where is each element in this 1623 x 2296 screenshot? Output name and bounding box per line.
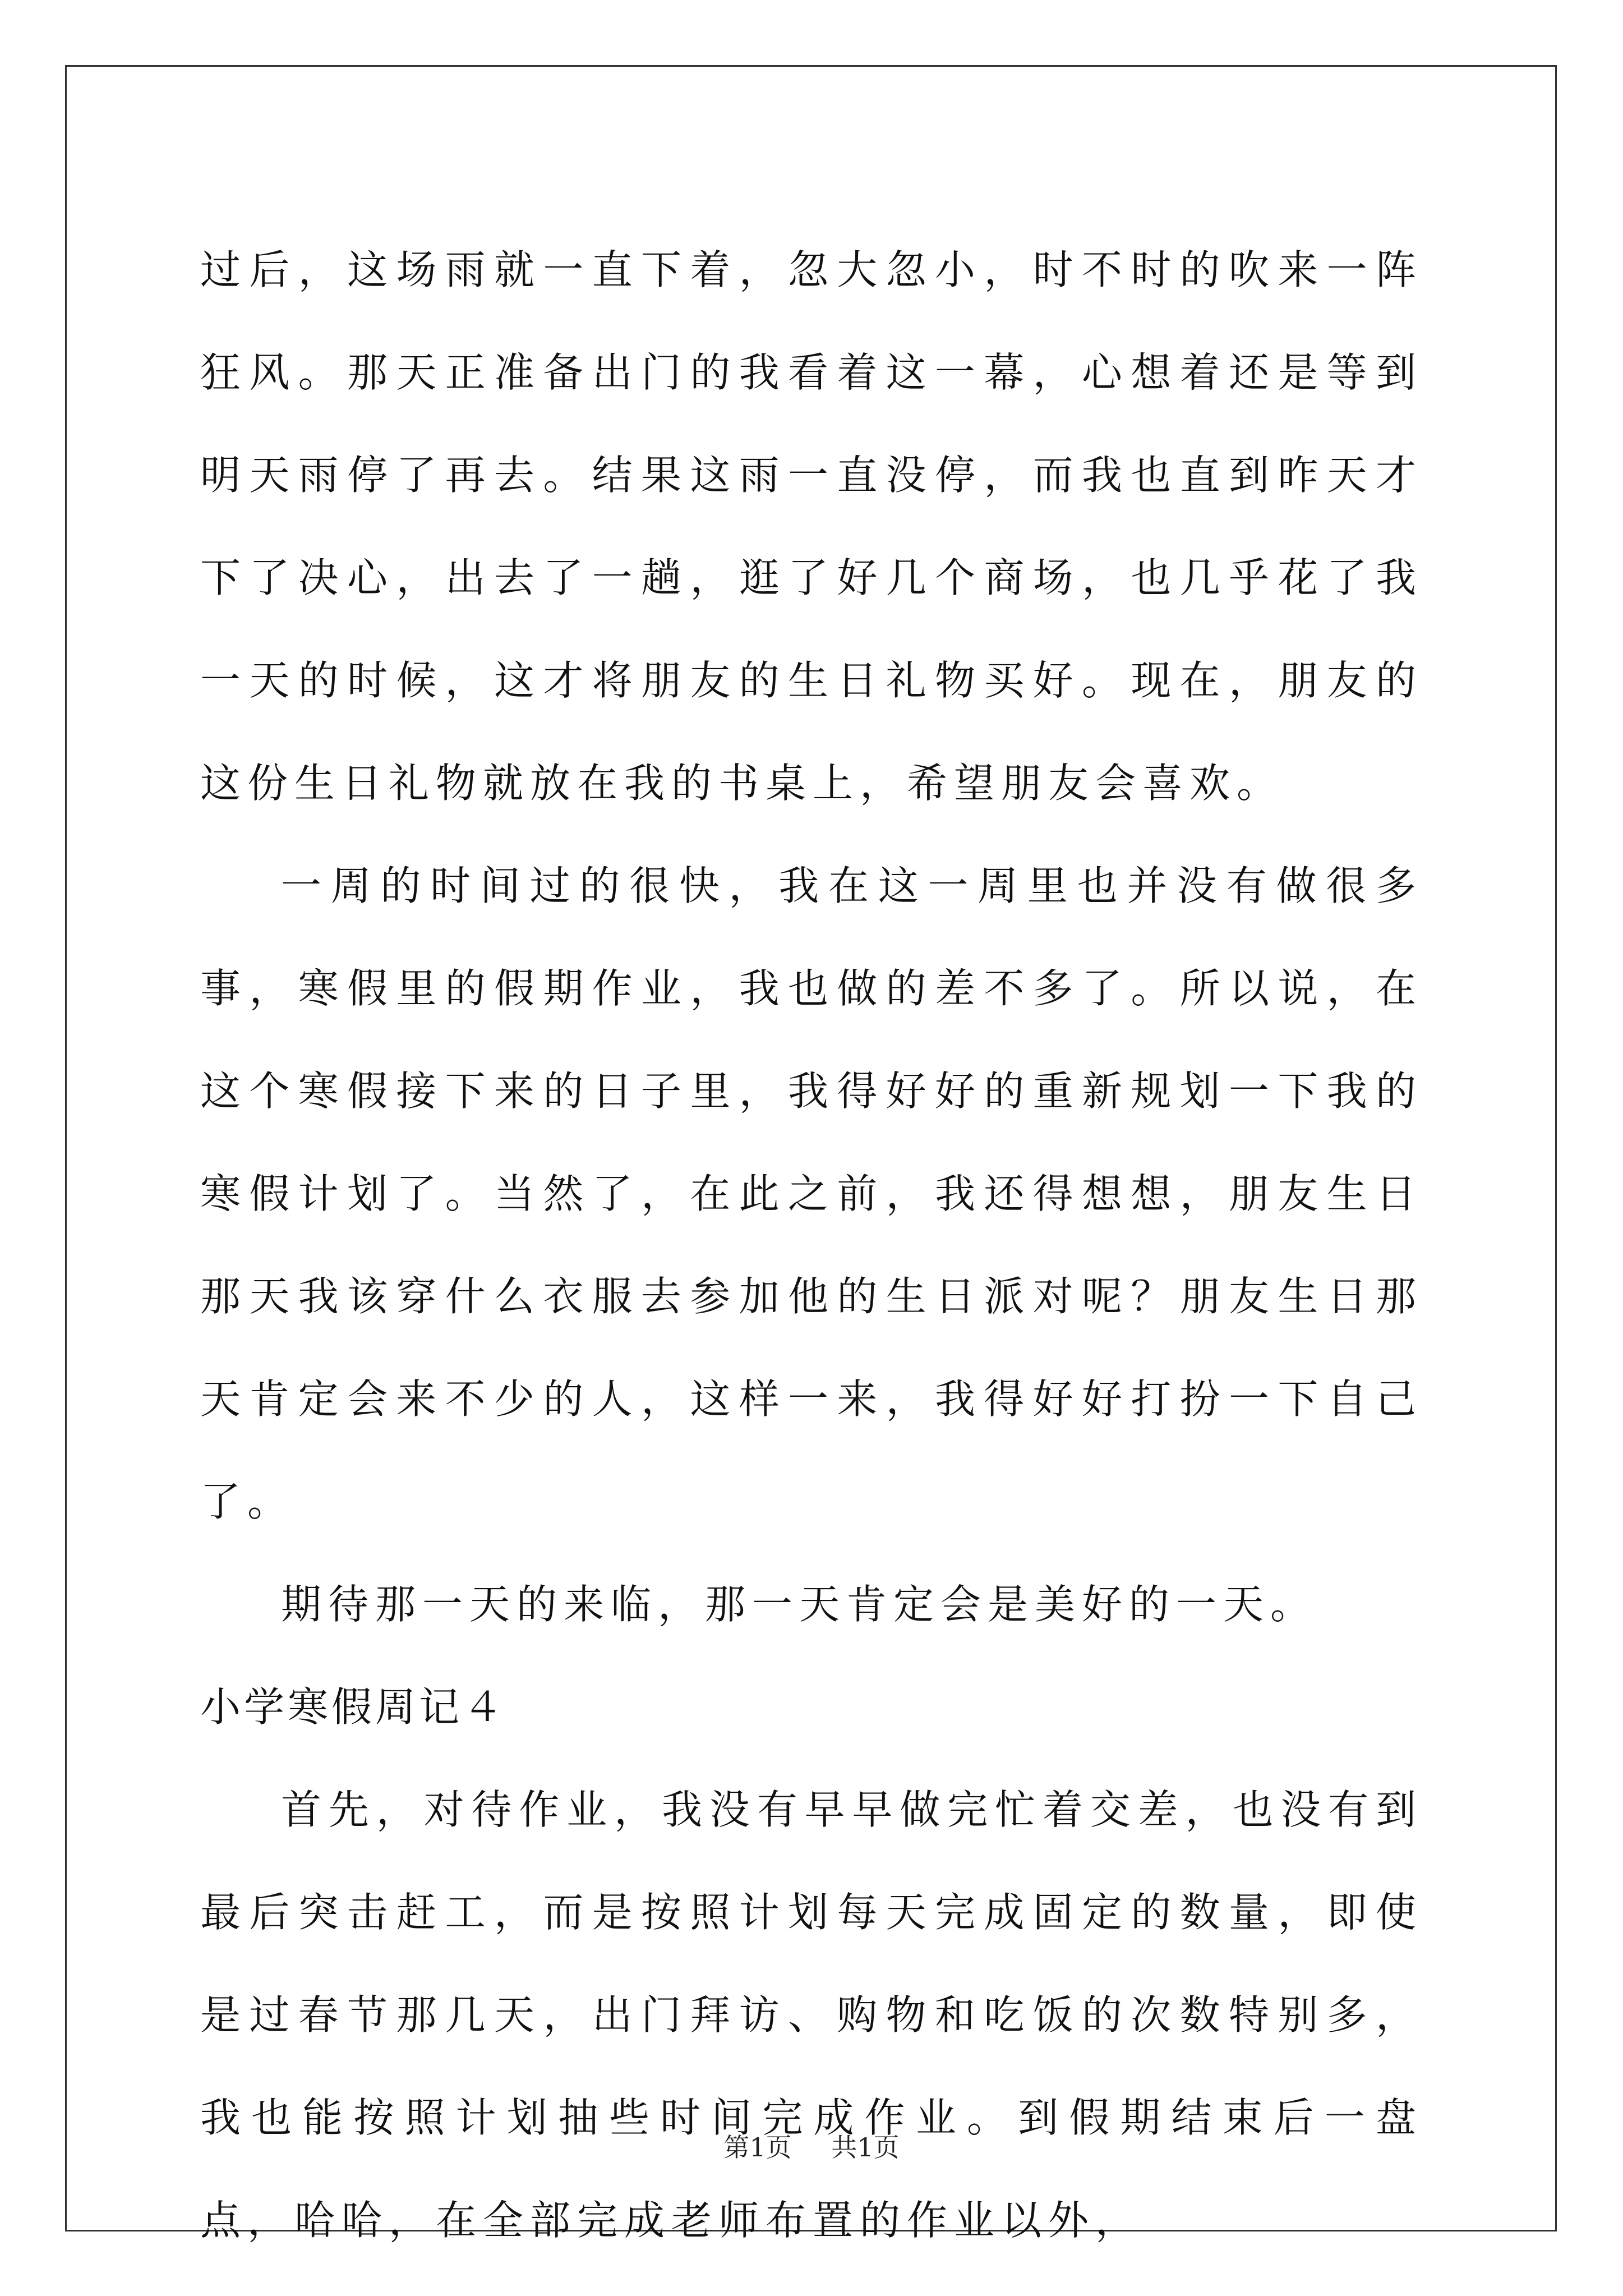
paragraph-4: 首先，对待作业，我没有早早做完忙着交差，也没有到最后突击赶工，而是按照计划每天完成固定的数量，即使是过春节那几天，出门拜访、购物和吃饭的次数特别多，我也能按照计划抽些时间完成作业。到假期结束后一盘点，哈哈，在全部完成老师布置的作业以外， [200,1786,1423,2244]
section-heading: 小学寒假周记４ [200,1683,507,1731]
document-body [200,219,1423,2272]
page-number-current: 第1页 [723,2132,792,2162]
page-footer [0,2131,1623,2164]
page-number-total: 共1页 [831,2132,900,2162]
paragraph-2: 一周的时间过的很快，我在这一周里也并没有做很多事，寒假里的假期作业，我也做的差不多了。所以说，在这个寒假接下来的日子里，我得好好的重新规划一下我的寒假计划了。当然了，在此之前，我还得想想，朋友生日那天我该穿什么衣服去参加他的生日派对呢？朋友生日那天肯定会来不少的人，这样一来，我得好好打扮一下自己了。 [200,862,1423,1525]
paragraph-3: 期待那一天的来临，那一天肯定会是美好的一天。 [281,1581,1318,1628]
paragraph-1: 过后，这场雨就一直下着，忽大忽小，时不时的吹来一阵狂风。那天正准备出门的我看着这一幕，心想着还是等到明天雨停了再去。结果这雨一直没停，而我也直到昨天才下了决心，出去了一趟，逛了好几个商场，也几乎花了我一天的时候，这才将朋友的生日礼物买好。现在，朋友的这份生日礼物就放在我的书桌上，希望朋友会喜欢。 [200,246,1423,807]
